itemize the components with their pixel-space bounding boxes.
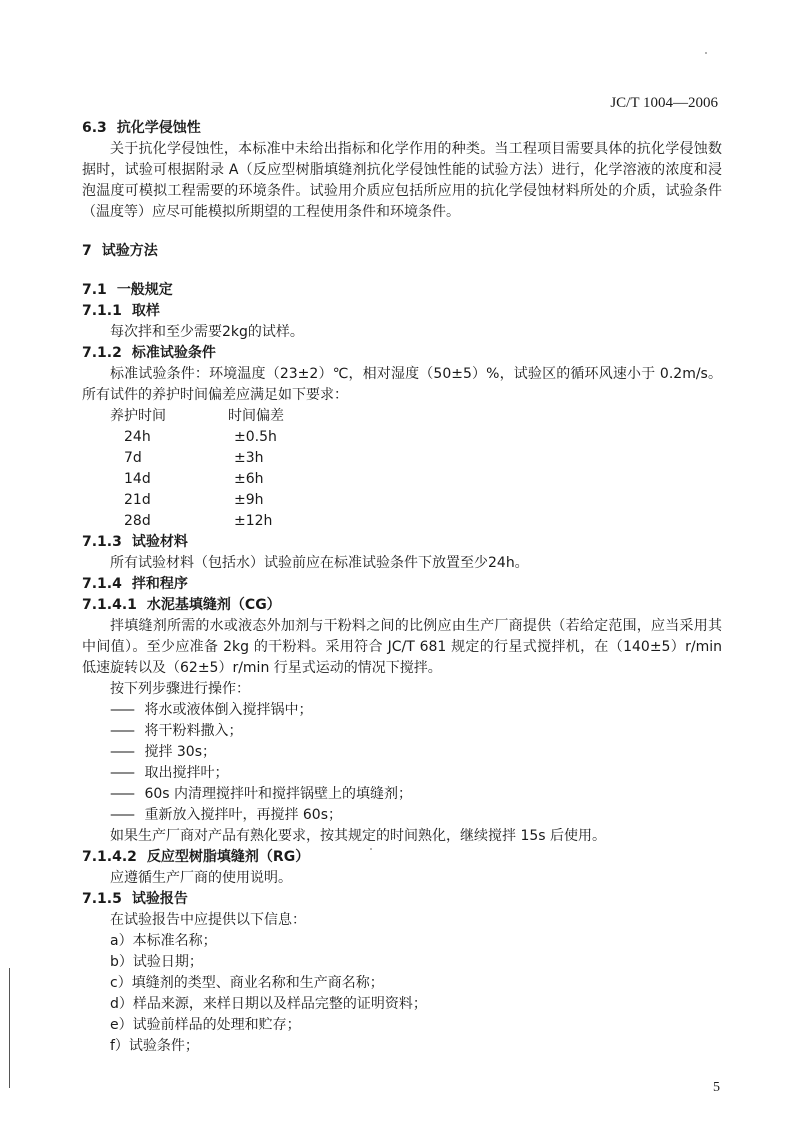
step-text: 重新放入搅拌叶，再搅拌 60s； (144, 807, 343, 823)
section-title: 一般规定 (116, 282, 173, 298)
section-heading-7-1-5 (82, 889, 722, 910)
dash-bullet: —— (110, 723, 132, 739)
section-number: 7.1.4.1 (82, 597, 137, 613)
table-cell: 14d (124, 471, 151, 487)
section-title: 取样 (131, 303, 160, 319)
dash-bullet: —— (110, 786, 132, 802)
scan-speck (370, 848, 372, 850)
report-item: f）试验条件； (110, 1038, 199, 1054)
steps-intro: 按下列步骤进行操作： (110, 681, 250, 697)
step-text: 将干粉料撒入； (144, 723, 243, 739)
section-heading-7-1-4-1 (82, 595, 722, 616)
section-heading-6-3 (82, 118, 722, 139)
section-title: 试验方法 (101, 243, 158, 259)
section-body-7-1-3: 所有试验材料（包括水）试验前应在标准试验条件下放置至少24h。 (110, 555, 529, 571)
section-heading-7-1-3 (82, 532, 722, 553)
page-content (82, 118, 722, 1057)
section-title: 水泥基填缝剂（CG） (146, 597, 281, 613)
section-heading-7-1-4-2 (82, 847, 722, 868)
section-number: 7.1.2 (82, 345, 122, 361)
curing-time-table (110, 406, 722, 532)
scan-speck (705, 52, 707, 54)
table-row (110, 448, 722, 469)
aging-note: 如果生产厂商对产品有熟化要求，按其规定的时间熟化，继续搅拌 15s 后使用。 (110, 828, 607, 844)
section-heading-7-1-2 (82, 343, 722, 364)
report-item: d）样品来源，来样日期以及样品完整的证明资料； (110, 996, 427, 1012)
section-body-7-1-4-2: 应遵循生产厂商的使用说明。 (110, 870, 292, 886)
table-cell: ±0.5h (234, 429, 277, 445)
table-row (110, 469, 722, 490)
step-text: 取出搅拌叶； (144, 765, 229, 781)
scan-margin-line (9, 968, 10, 1088)
section-body-7-1-5: 在试验报告中应提供以下信息： (110, 912, 306, 928)
step-item (82, 721, 722, 742)
section-heading-7-1 (82, 280, 722, 301)
dash-bullet: —— (110, 807, 132, 823)
column-header-time-deviation: 时间偏差 (228, 408, 284, 424)
section-title: 拌和程序 (131, 576, 188, 592)
table-row (110, 427, 722, 448)
table-row (110, 511, 722, 532)
step-item (82, 784, 722, 805)
section-body-6-3: 关于抗化学侵蚀性，本标准中未给出指标和化学作用的种类。当工程项目需要具体的抗化学侵蚀数据时，试验可根据附录 A（反应型树脂填缝剂抗化学侵蚀性能的试验方法）进行，化学溶液的浓度和浸泡温度可模拟工程需要的环境条件。试验用介质应包括所应用的抗化学侵蚀材料所处的介质，试验条件（温度等）应尽可能模拟所期望的工程使用条件和环境条件。 (82, 141, 722, 220)
table-cell: ±3h (234, 450, 264, 466)
table-row (110, 490, 722, 511)
step-item (82, 742, 722, 763)
section-title: 试验材料 (131, 534, 188, 550)
table-header-row (110, 406, 722, 427)
section-number: 7.1.5 (82, 891, 122, 907)
table-cell: 24h (124, 429, 151, 445)
column-header-curing-time: 养护时间 (110, 408, 166, 424)
section-number: 7.1.4 (82, 576, 122, 592)
section-number: 7.1.4.2 (82, 849, 137, 865)
table-cell: ±6h (234, 471, 264, 487)
report-item: a）本标准名称； (110, 933, 217, 949)
report-item: e）试验前样品的处理和贮存； (110, 1017, 301, 1033)
step-item (82, 805, 722, 826)
step-text: 将水或液体倒入搅拌锅中； (144, 702, 313, 718)
section-heading-7-1-1 (82, 301, 722, 322)
section-number: 7.1 (82, 282, 107, 298)
document-code: JC/T 1004—2006 (610, 95, 718, 111)
report-item: c）填缝剂的类型、商业名称和生产商名称； (110, 975, 384, 991)
table-cell: ±9h (234, 492, 264, 508)
page-number: 5 (713, 1080, 720, 1095)
section-body-7-1-2: 标准试验条件：环境温度（23±2）℃，相对湿度（50±5）%，试验区的循环风速小于 0.2m/s。所有试件的养护时间偏差应满足如下要求： (82, 366, 722, 403)
section-body-7-1-4-1: 拌填缝剂所需的水或液态外加剂与干粉料之间的比例应由生产厂商提供（若给定范围，应当采用其中间值）。至少应准备 2kg 的干粉料。采用符合 JC/T 681 规定的行星式搅拌机，在（140±5）r/min 低速旋转以及（62±5）r/min 行星式运动的情况下搅拌。 (82, 618, 722, 676)
section-number: 7.1.1 (82, 303, 122, 319)
section-body-7-1-1: 每次拌和至少需要2kg的试样。 (110, 324, 304, 340)
step-item (82, 763, 722, 784)
dash-bullet: —— (110, 765, 132, 781)
section-title: 抗化学侵蚀性 (116, 120, 201, 136)
section-number: 7 (82, 243, 92, 259)
table-cell: ±12h (234, 513, 273, 529)
section-number: 7.1.3 (82, 534, 122, 550)
step-text: 60s 内清理搅拌叶和搅拌锅壁上的填缝剂； (144, 786, 413, 802)
table-cell: 21d (124, 492, 151, 508)
step-item (82, 700, 722, 721)
report-item: b）试验日期； (110, 954, 203, 970)
section-title: 标准试验条件 (131, 345, 216, 361)
section-title: 试验报告 (131, 891, 188, 907)
section-number: 6.3 (82, 120, 107, 136)
table-cell: 7d (124, 450, 142, 466)
section-heading-7 (82, 241, 722, 262)
section-heading-7-1-4 (82, 574, 722, 595)
dash-bullet: —— (110, 744, 132, 760)
step-text: 搅拌 30s； (144, 744, 217, 760)
section-title: 反应型树脂填缝剂（RG） (146, 849, 310, 865)
table-cell: 28d (124, 513, 151, 529)
dash-bullet: —— (110, 702, 132, 718)
